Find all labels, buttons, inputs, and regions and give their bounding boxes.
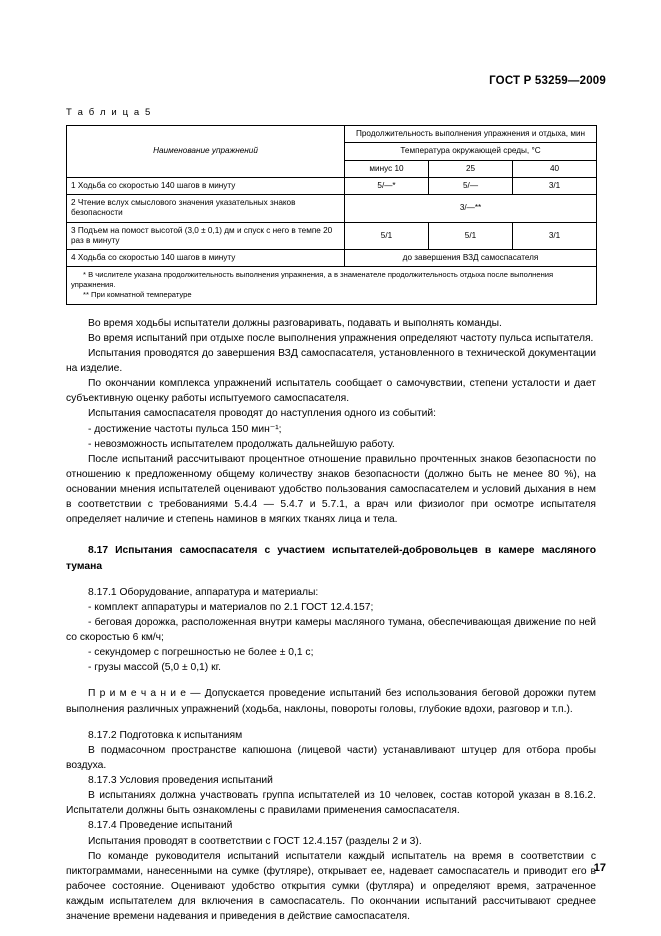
list-item: - невозможность испытателем продолжать дальнейшую работу. xyxy=(88,438,395,450)
table-header-temp-40: 40 xyxy=(513,160,597,177)
table-header-temperature: Температура окружающей среды, °С xyxy=(345,143,597,160)
table-note-line-2: ** При комнатной температуре xyxy=(83,290,192,300)
page-number: 17 xyxy=(593,862,606,874)
table-cell-value: 3/1 xyxy=(513,177,597,194)
table-row xyxy=(67,250,597,267)
paragraph: 8.17.1 Оборудование, аппаратура и материалы: xyxy=(88,586,319,598)
table-header-row-1 xyxy=(67,126,597,143)
note-paragraph: П р и м е ч а н и е — Допускается проведение испытаний без использования беговой дорожки путем выполнения различных упражнений (ходьба, наклоны, повороты головы, глубокие вдохи, разговор и т.п.). xyxy=(66,688,596,715)
table-cell-exercise-name: 2 Чтение вслух смыслового значения указательных знаков безопасности xyxy=(67,195,345,223)
table-header-temp-minus10: минус 10 xyxy=(345,160,429,177)
note-block xyxy=(66,686,596,716)
body-text-block-2 xyxy=(66,585,596,676)
table-row xyxy=(67,222,597,250)
table-caption: Т а б л и ц а 5 xyxy=(66,107,152,118)
subsection-heading-8-17-4: 8.17.4 Проведение испытаний xyxy=(88,820,233,832)
paragraph: Испытания проводятся до завершения ВЗД самоспасателя, установленного в технической документации на изделие. xyxy=(66,347,596,375)
table-note-line-1: * В числителе указана продолжительность выполнения упражнения, а в знаменателе продолжительность отдыха после выполнения упражнения. xyxy=(71,270,554,289)
section-heading-8-17: 8.17 Испытания самоспасателя с участием испытателей-добровольцев в камере масляного тумана xyxy=(66,545,596,572)
paragraph: В испытаниях должна участвовать группа испытателей из 10 человек, состав которой указан в 8.16.2. Испытатели должны быть ознакомлены с правилами применения самоспасателя. xyxy=(66,790,596,817)
table-cell-exercise-name: 4 Ходьба со скоростью 140 шагов в минуту xyxy=(67,250,345,267)
list-item: - грузы массой (5,0 ± 0,1) кг. xyxy=(88,662,221,674)
paragraph: По окончании комплекса упражнений испытатель сообщает о самочувствии, степени усталости и дает субъективную оценку работы испытуемого самоспасателя. xyxy=(66,378,596,405)
paragraph: Испытания самоспасателя проводят до наступления одного из событий: xyxy=(88,408,437,420)
subsection-heading-8-17-2: 8.17.2 Подготовка к испытаниям xyxy=(88,729,243,741)
table-cell-value: 5/1 xyxy=(429,222,513,250)
table-row xyxy=(67,195,597,223)
table-cell-exercise-name: 3 Подъем на помост высотой (3,0 ± 0,1) дм и спуск с него в темпе 20 раз в минуту xyxy=(67,222,345,250)
table-header-name: Наименование упражнений xyxy=(67,126,345,178)
table-row xyxy=(67,177,597,194)
paragraph: Во время ходьбы испытатели должны разговаривать, подавать и выполнять команды. xyxy=(88,317,502,329)
list-item: - беговая дорожка, расположенная внутри камеры масляного тумана, обеспечивающая движение по ней со скоростью 6 км/ч; xyxy=(66,616,596,644)
paragraph: После испытаний рассчитывают процентное отношение правильно прочтенных знаков безопасности по отношению к предложенному общему количеству знаков безопасности (должно быть не менее 80 %), на основании мнения испытателей оценивают удобство пользования самоспасателем и условий дыхания в нем в соответствии с требованиями 5.4.4 — 5.4.7 и 5.7.1, а врач или физиолог при осмотре испытателя определяет наличие и степень наминов в мягких тканях лица и тела. xyxy=(66,453,596,526)
table-cell-value-span: 3/—** xyxy=(345,195,597,223)
list-item: - секундомер с погрешностью не более ± 0,1 с; xyxy=(88,647,314,659)
body-text-block xyxy=(66,316,596,528)
table-5 xyxy=(66,125,597,305)
page-content xyxy=(66,107,596,924)
paragraph: Испытания проводят в соответствии с ГОСТ 12.4.157 (разделы 2 и 3). xyxy=(88,835,422,847)
table-cell-value: 3/1 xyxy=(513,222,597,250)
paragraph: По команде руководителя испытаний испытатели каждый испытатель на время в соответствии с пиктограммами, нанесенными на сумке (футляре), открывает ее, надевает самоспасатель и приводит его в рабочее состояние. Оценивают удобство открытия сумки (футляра) и определяют время, затраченное каждым испытателем для включения в самоспасатель. По окончании испытаний рассчитывают среднее значение времени надевания и приведения в действие самоспасателя. xyxy=(66,850,596,923)
page-header-standard: ГОСТ Р 53259—2009 xyxy=(489,75,606,87)
table-note-row xyxy=(67,267,597,304)
table-header-duration: Продолжительность выполнения упражнения и отдыха, мин xyxy=(345,126,597,143)
table-cell-exercise-name: 1 Ходьба со скоростью 140 шагов в минуту xyxy=(67,177,345,194)
table-note xyxy=(67,267,597,304)
table-cell-value: 5/—* xyxy=(345,177,429,194)
table-cell-value: 5/1 xyxy=(345,222,429,250)
table-cell-value-span: до завершения ВЗД самоспасателя xyxy=(345,250,597,267)
body-text-block-3 xyxy=(66,728,596,925)
subsection-heading-8-17-3: 8.17.3 Условия проведения испытаний xyxy=(88,775,273,787)
paragraph: Во время испытаний при отдыхе после выполнения упражнения определяют частоту пульса испытателя. xyxy=(88,332,594,344)
list-item: - достижение частоты пульса 150 мин⁻¹; xyxy=(88,423,282,435)
table-header-temp-25: 25 xyxy=(429,160,513,177)
paragraph: В подмасочном пространстве капюшона (лицевой части) устанавливают штуцер для отбора пробы воздуха. xyxy=(66,744,596,771)
table-cell-value: 5/— xyxy=(429,177,513,194)
list-item: - комплект аппаратуры и материалов по 2.1 ГОСТ 12.4.157; xyxy=(88,601,374,613)
